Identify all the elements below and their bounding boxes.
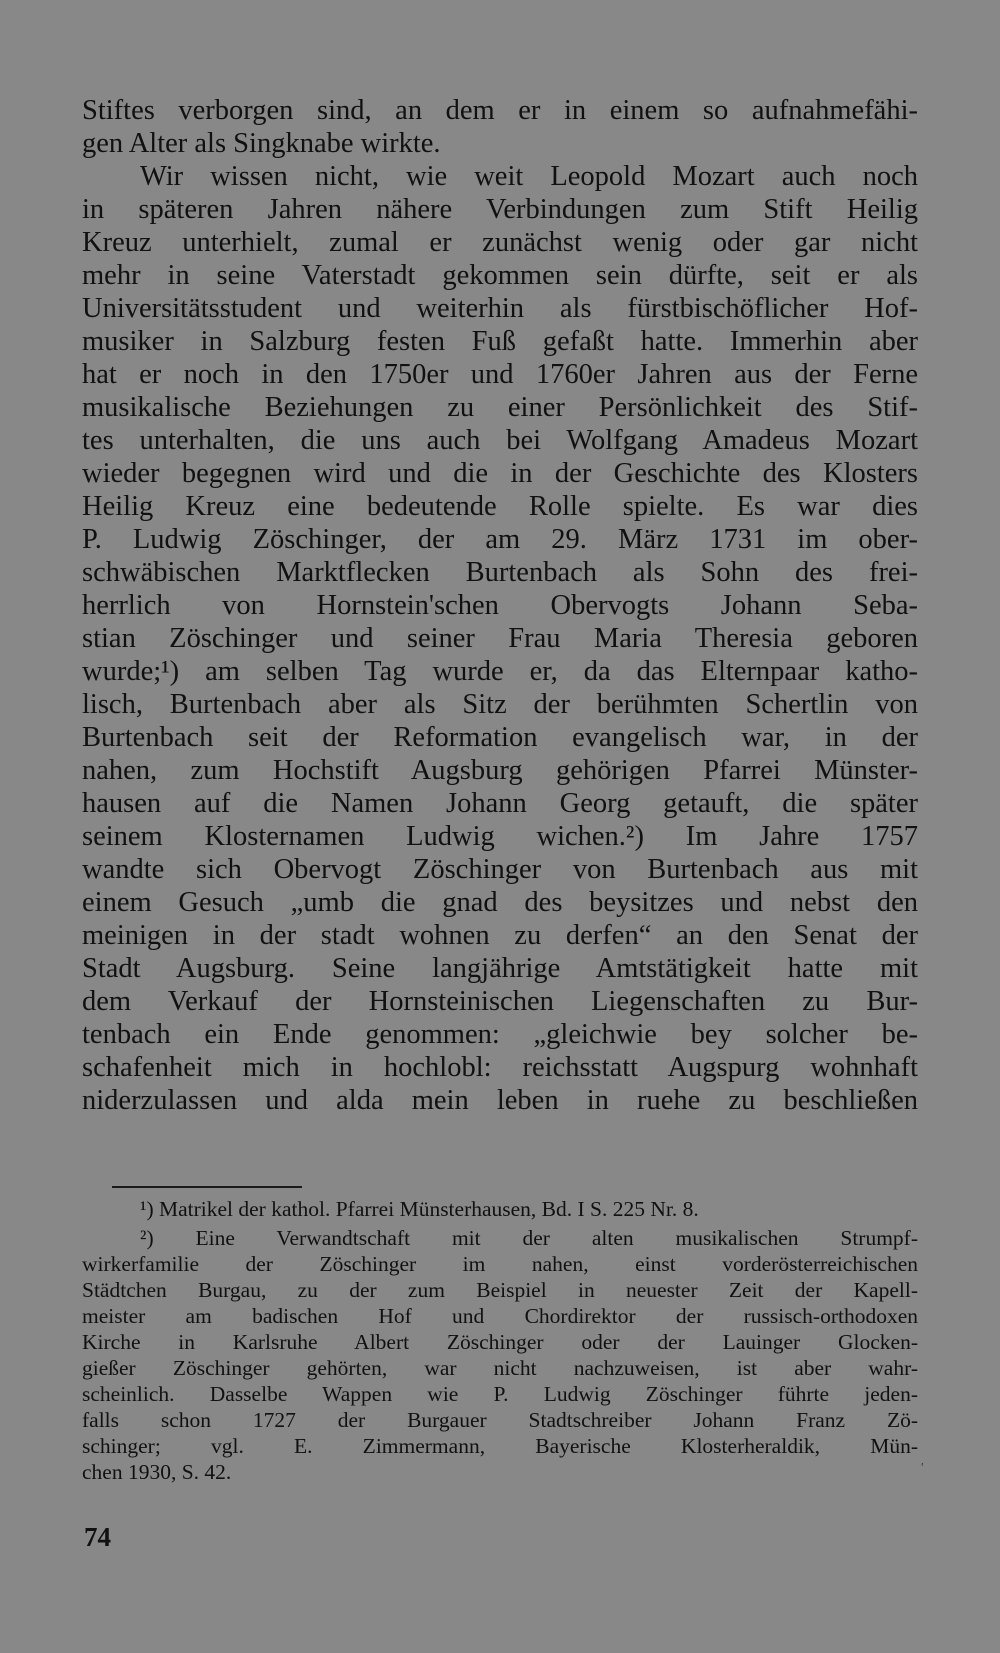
- footnote-line: Städtchen Burgau, zu der zum Beispiel in neuester Zeit der Kapell-: [82, 1278, 918, 1302]
- body-text-line: wieder begegnen wird und die in der Geschichte des Klosters: [82, 458, 918, 489]
- body-text-line: hausen auf die Namen Johann Georg getauft, die später: [82, 788, 918, 819]
- body-text-line: Burtenbach seit der Reformation evangelisch war, in der: [82, 722, 918, 753]
- body-text-line: Wir wissen nicht, wie weit Leopold Mozart auch noch: [140, 161, 918, 192]
- body-text-line: stian Zöschinger und seiner Frau Maria Theresia geboren: [82, 623, 918, 654]
- footnote-line: Kirche in Karlsruhe Albert Zöschinger oder der Lauinger Glocken-: [82, 1330, 918, 1354]
- body-text-line: musikalische Beziehungen zu einer Persönlichkeit des Stif-: [82, 392, 918, 423]
- body-text-line: herrlich von Hornstein'schen Obervogts Johann Seba-: [82, 590, 918, 621]
- body-text-line: wurde;¹) am selben Tag wurde er, da das Elternpaar katho-: [82, 656, 918, 687]
- footnote-line: ¹) Matrikel der kathol. Pfarrei Münsterhausen, Bd. I S. 225 Nr. 8.: [140, 1197, 699, 1221]
- body-text-line: nahen, zum Hochstift Augsburg gehörigen Pfarrei Münster-: [82, 755, 918, 786]
- body-text-line: in späteren Jahren nähere Verbindungen zum Stift Heilig: [82, 194, 918, 225]
- body-text-line: Stiftes verborgen sind, an dem er in einem so aufnahmefähi-: [82, 95, 918, 126]
- body-text-line: meinigen in der stadt wohnen zu derfen“ an den Senat der: [82, 920, 918, 951]
- body-text-line: lisch, Burtenbach aber als Sitz der berühmten Schertlin von: [82, 689, 918, 720]
- body-text-line: Stadt Augsburg. Seine langjährige Amtstätigkeit hatte mit: [82, 953, 918, 984]
- body-text-line: mehr in seine Vaterstadt gekommen sein dürfte, seit er als: [82, 260, 918, 291]
- body-text-line: einem Gesuch „umb die gnad des beysitzes und nebst den: [82, 887, 918, 918]
- body-text-line: Universitätsstudent und weiterhin als fürstbischöflicher Hof-: [82, 293, 918, 324]
- footnote-line: gießer Zöschinger gehörten, war nicht nachzuweisen, ist aber wahr-: [82, 1356, 918, 1380]
- page-number: 74: [84, 1522, 111, 1552]
- body-text-line: Kreuz unterhielt, zumal er zunächst wenig oder gar nicht: [82, 227, 918, 258]
- body-text-line: tenbach ein Ende genommen: „gleichwie bey solcher be-: [82, 1019, 918, 1050]
- body-text-line: niderzulassen und alda mein leben in ruehe zu beschließen: [82, 1085, 918, 1116]
- body-text-line: wandte sich Obervogt Zöschinger von Burtenbach aus mit: [82, 854, 918, 885]
- body-text-line: schafenheit mich in hochlobl: reichsstatt Augspurg wohnhaft: [82, 1052, 918, 1083]
- footnote-line: scheinlich. Dasselbe Wappen wie P. Ludwig Zöschinger führte jeden-: [82, 1382, 918, 1406]
- body-text-line: gen Alter als Singknabe wirkte.: [82, 128, 441, 159]
- footnote-line: schinger; vgl. E. Zimmermann, Bayerische Klosterheraldik, Mün-: [82, 1434, 918, 1458]
- footnote-line: meister am badischen Hof und Chordirektor der russisch-orthodoxen: [82, 1304, 918, 1328]
- footnote-line: chen 1930, S. 42.: [82, 1460, 232, 1484]
- body-text-line: Heilig Kreuz eine bedeutende Rolle spielte. Es war dies: [82, 491, 918, 522]
- footnote-separator: [112, 1186, 302, 1188]
- body-text-line: schwäbischen Marktflecken Burtenbach als Sohn des frei-: [82, 557, 918, 588]
- footnote-line: ²) Eine Verwandtschaft mit der alten musikalischen Strumpf-: [140, 1226, 918, 1250]
- body-text-line: musiker in Salzburg festen Fuß gefaßt hatte. Immerhin aber: [82, 326, 918, 357]
- body-text-line: tes unterhalten, die uns auch bei Wolfgang Amadeus Mozart: [82, 425, 918, 456]
- body-text-line: seinem Klosternamen Ludwig wichen.²) Im Jahre 1757: [82, 821, 918, 852]
- body-text-line: dem Verkauf der Hornsteinischen Liegenschaften zu Bur-: [82, 986, 918, 1017]
- footnote-line: wirkerfamilie der Zöschinger im nahen, einst vorderösterreichischen: [82, 1252, 918, 1276]
- body-text-line: hat er noch in den 1750er und 1760er Jahren aus der Ferne: [82, 359, 918, 390]
- footnote-line: falls schon 1727 der Burgauer Stadtschreiber Johann Franz Zö-: [82, 1408, 918, 1432]
- body-text-line: P. Ludwig Zöschinger, der am 29. März 1731 im ober-: [82, 524, 918, 555]
- margin-mark: ʿ: [920, 1462, 925, 1477]
